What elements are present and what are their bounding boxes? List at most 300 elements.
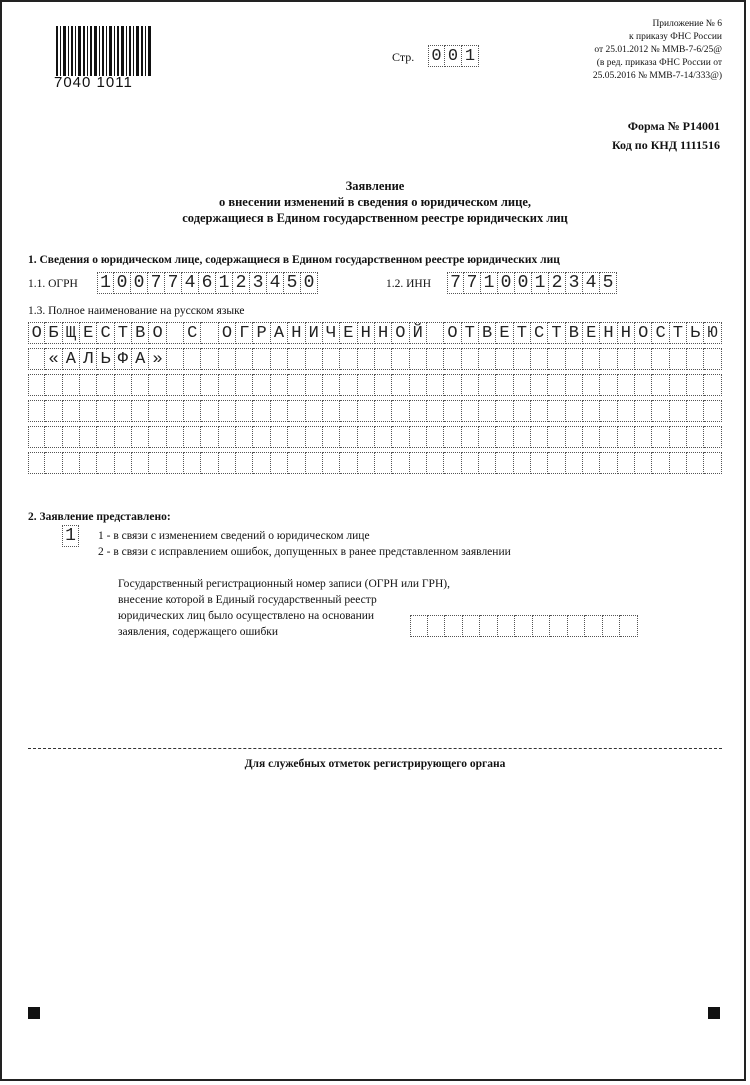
char-cell <box>184 348 201 370</box>
char-cell <box>340 374 357 396</box>
char-cell <box>479 400 496 422</box>
char-cell <box>462 452 479 474</box>
char-cell <box>635 348 652 370</box>
char-cell <box>479 426 496 448</box>
char-cell <box>428 615 446 637</box>
grn-field[interactable] <box>410 615 638 637</box>
char-cell <box>167 374 184 396</box>
char-cell <box>600 374 617 396</box>
char-cell <box>63 374 80 396</box>
ogrn-label: 1.1. ОГРН <box>28 278 78 290</box>
char-cell <box>306 426 323 448</box>
char-cell <box>45 400 62 422</box>
char-cell: 0 <box>445 45 462 67</box>
char-cell <box>514 452 531 474</box>
char-cell: Е <box>583 322 600 344</box>
char-cell <box>704 400 721 422</box>
inn-label: 1.2. ИНН <box>386 278 432 290</box>
char-cell <box>253 452 270 474</box>
page-label: Стр. <box>392 50 415 64</box>
char-cell <box>115 426 132 448</box>
char-cell: Е <box>340 322 357 344</box>
char-cell <box>358 426 375 448</box>
char-cell <box>340 426 357 448</box>
char-cell: 3 <box>566 272 583 294</box>
char-cell: 0 <box>131 272 148 294</box>
char-cell <box>63 452 80 474</box>
char-cell <box>496 348 513 370</box>
char-cell: 0 <box>114 272 131 294</box>
char-cell <box>323 426 340 448</box>
char-cell <box>306 400 323 422</box>
char-cell <box>323 374 340 396</box>
char-cell <box>253 400 270 422</box>
char-cell: И <box>306 322 323 344</box>
char-cell <box>583 426 600 448</box>
char-cell <box>410 348 427 370</box>
char-cell: 0 <box>301 272 318 294</box>
corner-marker-right <box>708 1007 720 1019</box>
char-cell: 1 <box>97 272 114 294</box>
char-cell <box>583 348 600 370</box>
char-cell <box>583 400 600 422</box>
char-cell: А <box>132 348 149 370</box>
char-cell <box>167 452 184 474</box>
ogrn-field[interactable] <box>97 272 318 294</box>
char-cell <box>115 374 132 396</box>
char-cell <box>219 452 236 474</box>
char-cell <box>635 426 652 448</box>
official-marks-label: Для служебных отметок регистрирующего органа <box>244 758 506 770</box>
char-cell <box>201 452 218 474</box>
char-cell <box>323 348 340 370</box>
char-cell <box>652 400 669 422</box>
char-cell: Ь <box>687 322 704 344</box>
char-cell: 7 <box>464 272 481 294</box>
char-cell <box>687 348 704 370</box>
char-cell <box>410 426 427 448</box>
char-cell <box>149 374 166 396</box>
grn-description-line: юридических лиц было осуществлено на основании <box>118 610 375 622</box>
char-cell <box>219 426 236 448</box>
char-cell: Б <box>45 322 62 344</box>
char-cell: С <box>184 322 201 344</box>
char-cell <box>531 348 548 370</box>
char-cell <box>652 426 669 448</box>
char-cell <box>600 426 617 448</box>
char-cell: Р <box>253 322 270 344</box>
name-row[interactable] <box>28 400 722 422</box>
char-cell <box>184 426 201 448</box>
char-cell <box>97 400 114 422</box>
char-cell: Ь <box>97 348 114 370</box>
char-cell <box>531 426 548 448</box>
char-cell <box>288 400 305 422</box>
char-cell <box>566 452 583 474</box>
char-cell <box>253 374 270 396</box>
char-cell <box>670 426 687 448</box>
char-cell <box>271 452 288 474</box>
char-cell <box>704 374 721 396</box>
char-cell <box>132 426 149 448</box>
title-line-2: о внесении изменений в сведения о юридическом лице, <box>218 195 531 209</box>
char-cell <box>514 374 531 396</box>
char-cell: 2 <box>549 272 566 294</box>
char-cell <box>444 452 461 474</box>
inn-field[interactable] <box>447 272 617 294</box>
char-cell <box>236 426 253 448</box>
char-cell: С <box>97 322 114 344</box>
char-cell <box>444 374 461 396</box>
char-cell: 2 <box>233 272 250 294</box>
char-cell: В <box>132 322 149 344</box>
char-cell <box>427 426 444 448</box>
char-cell <box>271 348 288 370</box>
char-cell <box>635 400 652 422</box>
option-2-text: 2 - в связи с исправлением ошибок, допущенных в ранее представленном заявлении <box>98 546 511 558</box>
char-cell <box>375 374 392 396</box>
char-cell: 1 <box>462 45 479 67</box>
char-cell <box>167 400 184 422</box>
char-cell <box>652 348 669 370</box>
char-cell <box>236 452 253 474</box>
char-cell: А <box>271 322 288 344</box>
char-cell <box>427 322 444 344</box>
char-cell <box>184 374 201 396</box>
char-cell <box>392 452 409 474</box>
char-cell <box>28 426 45 448</box>
char-cell <box>670 400 687 422</box>
char-cell <box>80 400 97 422</box>
char-cell <box>548 452 565 474</box>
char-cell: 0 <box>498 272 515 294</box>
char-cell <box>566 348 583 370</box>
char-cell <box>531 452 548 474</box>
char-cell: Т <box>670 322 687 344</box>
char-cell <box>496 452 513 474</box>
char-cell <box>548 374 565 396</box>
char-cell <box>687 426 704 448</box>
option-1-text: 1 - в связи с изменением сведений о юридическом лице <box>98 530 370 542</box>
char-cell <box>80 426 97 448</box>
char-cell <box>479 348 496 370</box>
char-cell <box>358 348 375 370</box>
char-cell <box>566 426 583 448</box>
char-cell <box>462 348 479 370</box>
name-row[interactable] <box>28 374 722 396</box>
char-cell <box>201 400 218 422</box>
char-cell <box>618 400 635 422</box>
char-cell <box>340 452 357 474</box>
char-cell: Н <box>600 322 617 344</box>
char-cell <box>115 400 132 422</box>
char-cell <box>479 374 496 396</box>
char-cell: 4 <box>267 272 284 294</box>
char-cell: О <box>219 322 236 344</box>
official-marks-divider <box>28 748 722 749</box>
char-cell <box>514 400 531 422</box>
char-cell: Н <box>618 322 635 344</box>
name-row[interactable] <box>28 452 722 474</box>
char-cell: Й <box>410 322 427 344</box>
char-cell <box>410 374 427 396</box>
char-cell: О <box>392 322 409 344</box>
char-cell: 7 <box>148 272 165 294</box>
char-cell <box>375 400 392 422</box>
char-cell: » <box>149 348 166 370</box>
char-cell <box>149 426 166 448</box>
char-cell: « <box>45 348 62 370</box>
char-cell <box>531 400 548 422</box>
char-cell: О <box>444 322 461 344</box>
char-cell <box>288 426 305 448</box>
char-cell <box>132 452 149 474</box>
char-cell <box>496 426 513 448</box>
grn-description-line: Государственный регистрационный номер записи (ОГРН или ГРН), <box>118 578 450 590</box>
char-cell <box>670 374 687 396</box>
char-cell <box>97 426 114 448</box>
char-cell: 1 <box>62 525 79 547</box>
barcode-digits: 7040 1011 <box>54 74 133 91</box>
char-cell <box>548 348 565 370</box>
char-cell: Ч <box>323 322 340 344</box>
knd-code: Код по КНД 1111516 <box>611 138 720 152</box>
char-cell: Т <box>548 322 565 344</box>
char-cell: 4 <box>182 272 199 294</box>
char-cell <box>704 426 721 448</box>
title-line-1: Заявление <box>345 179 405 193</box>
char-cell <box>219 348 236 370</box>
char-cell <box>531 374 548 396</box>
char-cell <box>392 348 409 370</box>
char-cell <box>167 348 184 370</box>
char-cell <box>620 615 638 637</box>
char-cell: А <box>63 348 80 370</box>
char-cell <box>585 615 603 637</box>
char-cell: Т <box>514 322 531 344</box>
char-cell <box>533 615 551 637</box>
char-cell <box>462 400 479 422</box>
char-cell <box>306 348 323 370</box>
char-cell <box>271 426 288 448</box>
char-cell <box>568 615 586 637</box>
char-cell <box>201 374 218 396</box>
char-cell <box>80 452 97 474</box>
char-cell <box>515 615 533 637</box>
char-cell <box>514 348 531 370</box>
char-cell <box>45 374 62 396</box>
barcode-icon <box>54 26 154 76</box>
char-cell <box>219 400 236 422</box>
char-cell <box>548 426 565 448</box>
char-cell <box>149 400 166 422</box>
char-cell: Ю <box>704 322 721 344</box>
char-cell <box>687 400 704 422</box>
section-1-heading: 1. Сведения о юридическом лице, содержащиеся в Едином государственном реестре юридических лиц <box>28 254 560 266</box>
char-cell <box>652 374 669 396</box>
title-line-3: содержащиеся в Едином государственном реестре юридических лиц <box>182 211 568 225</box>
submission-reason-field[interactable] <box>62 525 79 547</box>
char-cell <box>271 400 288 422</box>
char-cell <box>28 400 45 422</box>
char-cell <box>618 374 635 396</box>
char-cell <box>28 348 45 370</box>
char-cell <box>45 426 62 448</box>
appendix-line: от 25.01.2012 № ММВ-7-6/25@ <box>594 45 722 55</box>
char-cell <box>496 400 513 422</box>
char-cell: Ф <box>115 348 132 370</box>
char-cell <box>236 374 253 396</box>
appendix-note <box>502 18 722 83</box>
char-cell <box>288 452 305 474</box>
char-cell: О <box>28 322 45 344</box>
char-cell: 6 <box>199 272 216 294</box>
char-cell: 1 <box>532 272 549 294</box>
char-cell <box>375 426 392 448</box>
char-cell <box>583 374 600 396</box>
char-cell <box>236 400 253 422</box>
char-cell <box>704 348 721 370</box>
char-cell <box>427 400 444 422</box>
char-cell <box>445 615 463 637</box>
char-cell <box>410 400 427 422</box>
char-cell <box>635 374 652 396</box>
char-cell <box>392 374 409 396</box>
appendix-line: (в ред. приказа ФНС России от <box>596 58 722 68</box>
char-cell <box>600 400 617 422</box>
char-cell <box>80 374 97 396</box>
char-cell: О <box>635 322 652 344</box>
char-cell <box>479 452 496 474</box>
char-cell <box>410 452 427 474</box>
char-cell <box>618 426 635 448</box>
char-cell: 1 <box>216 272 233 294</box>
char-cell <box>548 400 565 422</box>
char-cell <box>219 374 236 396</box>
char-cell <box>410 615 428 637</box>
char-cell <box>184 400 201 422</box>
char-cell: Т <box>115 322 132 344</box>
char-cell <box>600 348 617 370</box>
char-cell <box>97 452 114 474</box>
char-cell <box>358 452 375 474</box>
char-cell <box>687 452 704 474</box>
char-cell <box>618 348 635 370</box>
char-cell <box>427 374 444 396</box>
char-cell: Г <box>236 322 253 344</box>
char-cell <box>253 426 270 448</box>
char-cell <box>340 348 357 370</box>
char-cell <box>566 400 583 422</box>
section-2-heading: 2. Заявление представлено: <box>28 511 171 523</box>
char-cell <box>496 374 513 396</box>
char-cell <box>566 374 583 396</box>
char-cell: 0 <box>515 272 532 294</box>
char-cell: 7 <box>165 272 182 294</box>
char-cell <box>63 400 80 422</box>
char-cell: Е <box>496 322 513 344</box>
char-cell <box>306 374 323 396</box>
char-cell <box>462 426 479 448</box>
char-cell <box>427 452 444 474</box>
char-cell <box>480 615 498 637</box>
char-cell <box>375 348 392 370</box>
char-cell <box>184 452 201 474</box>
char-cell <box>323 400 340 422</box>
char-cell <box>149 452 166 474</box>
char-cell <box>358 374 375 396</box>
char-cell: Н <box>358 322 375 344</box>
char-cell <box>323 452 340 474</box>
char-cell <box>28 374 45 396</box>
grn-description <box>118 576 450 640</box>
char-cell <box>444 400 461 422</box>
char-cell: Е <box>80 322 97 344</box>
char-cell: 5 <box>600 272 617 294</box>
char-cell: 0 <box>428 45 445 67</box>
appendix-line: Приложение № 6 <box>652 19 722 29</box>
char-cell <box>375 452 392 474</box>
char-cell <box>97 374 114 396</box>
corner-marker-left <box>28 1007 40 1019</box>
char-cell <box>201 348 218 370</box>
char-cell <box>514 426 531 448</box>
char-cell: Щ <box>63 322 80 344</box>
char-cell: В <box>566 322 583 344</box>
char-cell <box>288 348 305 370</box>
appendix-line: 25.05.2016 № ММВ-7-14/333@) <box>592 71 722 81</box>
char-cell <box>271 374 288 396</box>
char-cell <box>201 322 218 344</box>
name-row[interactable] <box>28 348 722 370</box>
char-cell: В <box>479 322 496 344</box>
char-cell <box>132 400 149 422</box>
char-cell <box>167 426 184 448</box>
char-cell: С <box>652 322 669 344</box>
char-cell <box>687 374 704 396</box>
char-cell: 1 <box>481 272 498 294</box>
char-cell <box>340 400 357 422</box>
char-cell <box>63 426 80 448</box>
grn-description-line: внесение которой в Единый государственный реестр <box>118 594 377 606</box>
name-row[interactable] <box>28 426 722 448</box>
appendix-line: к приказу ФНС России <box>629 32 722 42</box>
char-cell <box>583 452 600 474</box>
char-cell <box>306 452 323 474</box>
char-cell <box>652 452 669 474</box>
char-cell <box>670 452 687 474</box>
char-cell <box>392 400 409 422</box>
char-cell <box>670 348 687 370</box>
char-cell <box>444 348 461 370</box>
char-cell <box>132 374 149 396</box>
char-cell <box>115 452 132 474</box>
char-cell: С <box>531 322 548 344</box>
name-label: 1.3. Полное наименование на русском языке <box>28 305 245 317</box>
char-cell <box>704 452 721 474</box>
form-number: Форма № Р14001 <box>627 119 720 133</box>
char-cell <box>498 615 516 637</box>
char-cell: Л <box>80 348 97 370</box>
char-cell <box>392 426 409 448</box>
char-cell <box>444 426 461 448</box>
char-cell <box>550 615 568 637</box>
name-row[interactable] <box>28 322 722 344</box>
char-cell: 3 <box>250 272 267 294</box>
char-cell <box>358 400 375 422</box>
char-cell: 5 <box>284 272 301 294</box>
char-cell <box>603 615 621 637</box>
